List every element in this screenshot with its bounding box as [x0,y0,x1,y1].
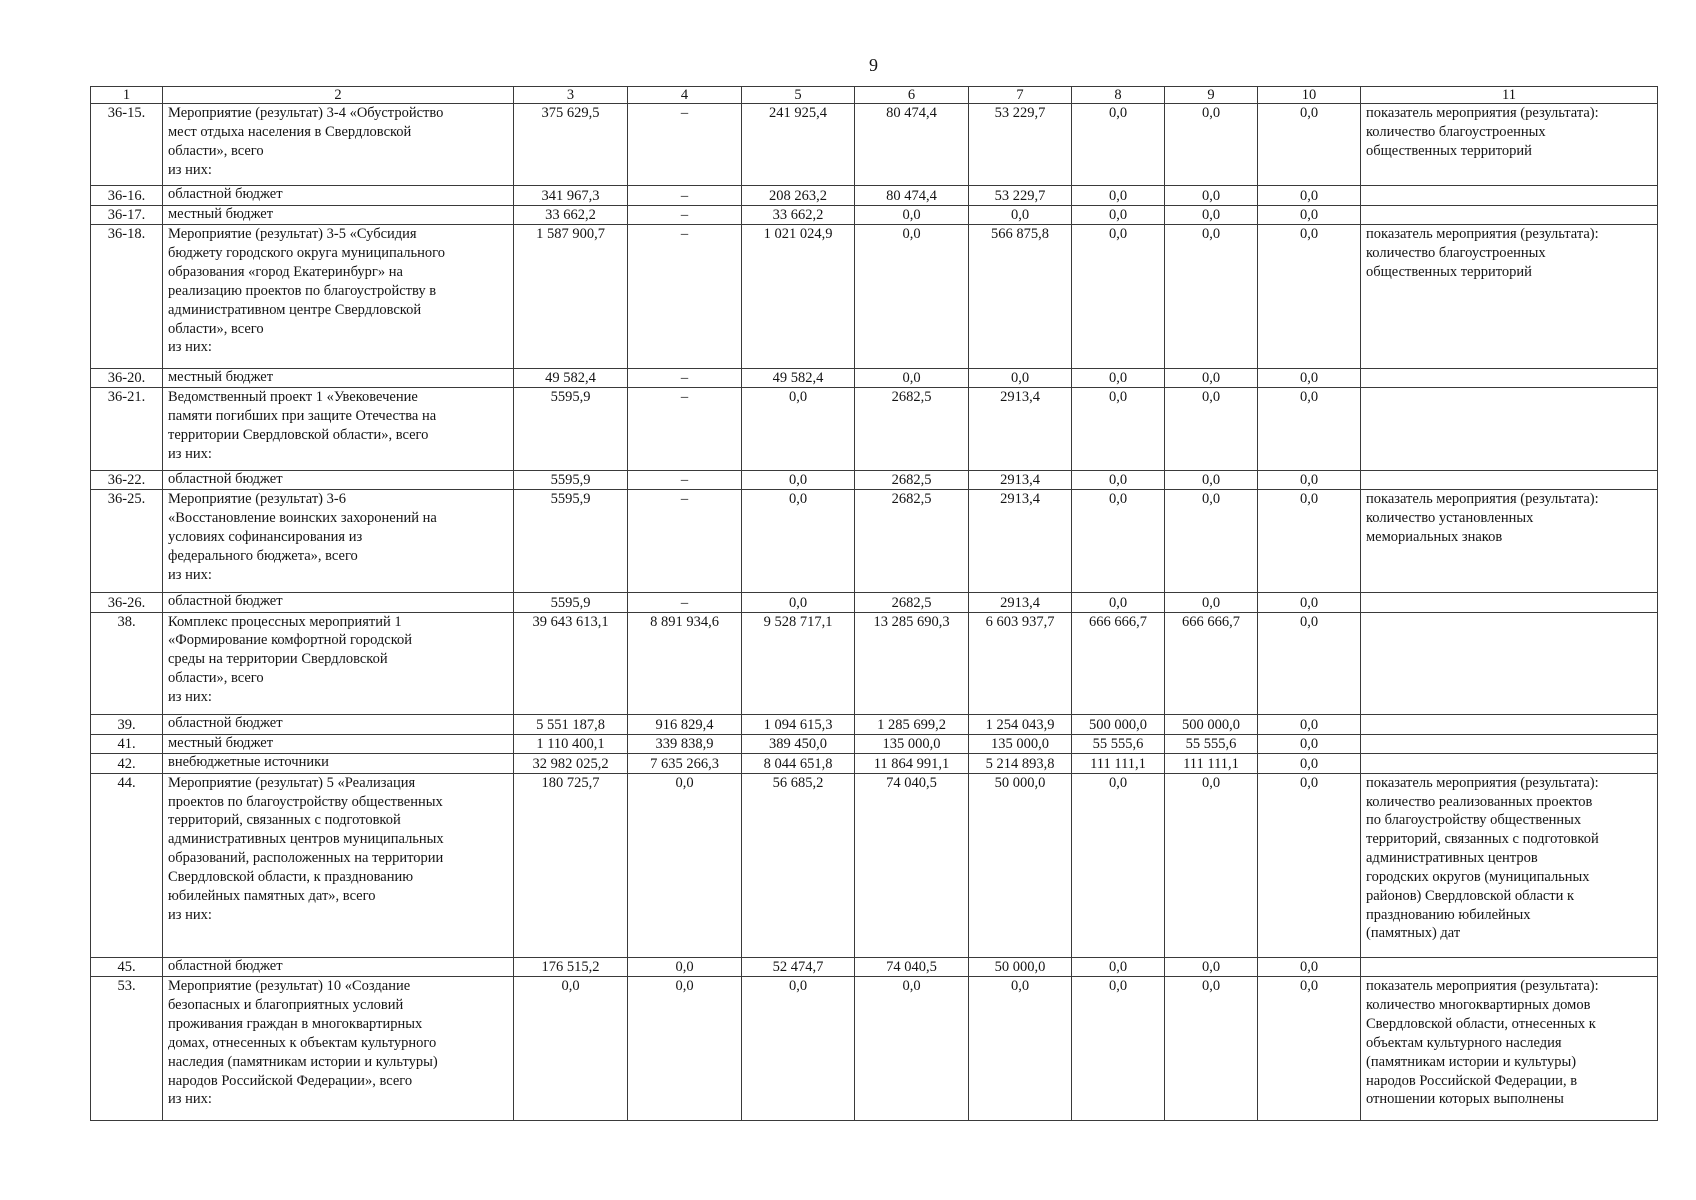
value-cell-col-10: 0,0 [1258,734,1361,753]
indicator-line: объектам культурного наследия [1366,1034,1562,1051]
value-cell-col-4: – [628,186,742,205]
indicator-cell [1361,715,1658,734]
indicator-cell [1361,754,1658,773]
row-number: 36-15. [91,104,163,186]
row-description [163,754,514,773]
column-header: 1 [91,87,163,104]
value-cell-col-9: 0,0 [1165,490,1258,593]
value-cell-col-8: 0,0 [1072,225,1165,369]
budget-table [90,86,1658,1121]
description-line: местный бюджет [168,734,274,751]
description-line: из них: [168,161,212,178]
table-row [91,104,1658,186]
value-cell-col-8: 0,0 [1072,368,1165,387]
indicator-line: территорий, связанных с подготовкой [1366,831,1599,848]
description-line: проживания граждан в многоквартирных [168,1016,423,1033]
indicator-line: показатель мероприятия (результата): [1366,491,1599,508]
value-cell-col-4: – [628,225,742,369]
value-cell-col-3: 0,0 [514,977,628,1121]
column-header: 3 [514,87,628,104]
row-number: 36-18. [91,225,163,369]
value-cell-col-3: 5595,9 [514,470,628,489]
value-cell-col-8: 0,0 [1072,470,1165,489]
value-cell-col-7: 0,0 [969,977,1072,1121]
value-cell-col-4: – [628,490,742,593]
value-cell-col-3: 1 110 400,1 [514,734,628,753]
value-cell-col-10: 0,0 [1258,490,1361,593]
row-number: 44. [91,773,163,957]
value-cell-col-3: 49 582,4 [514,368,628,387]
indicator-cell [1361,773,1658,957]
value-cell-col-6: 11 864 991,1 [855,754,969,773]
value-cell-col-6: 80 474,4 [855,186,969,205]
description-line: Свердловской области, к празднованию [168,868,414,885]
description-line: области», всего [168,670,264,687]
table-row [91,715,1658,734]
value-cell-col-9: 500 000,0 [1165,715,1258,734]
indicator-line: по благоустройству общественных [1366,812,1582,829]
value-cell-col-9: 0,0 [1165,593,1258,612]
value-cell-col-5: 33 662,2 [742,205,855,224]
value-cell-col-4: 8 891 934,6 [628,612,742,715]
value-cell-col-7: 53 229,7 [969,104,1072,186]
value-cell-col-3: 5595,9 [514,593,628,612]
value-cell-col-8: 500 000,0 [1072,715,1165,734]
value-cell-col-5: 52 474,7 [742,957,855,976]
row-description [163,612,514,715]
indicator-line: общественных территорий [1366,264,1532,281]
value-cell-col-8: 0,0 [1072,773,1165,957]
value-cell-col-4: – [628,368,742,387]
value-cell-col-4: 7 635 266,3 [628,754,742,773]
row-description [163,734,514,753]
value-cell-col-8: 0,0 [1072,104,1165,186]
value-cell-col-3: 5 551 187,8 [514,715,628,734]
row-number: 41. [91,734,163,753]
indicator-cell [1361,734,1658,753]
indicator-line: количество благоустроенных [1366,245,1546,262]
row-number: 39. [91,715,163,734]
value-cell-col-9: 0,0 [1165,225,1258,369]
value-cell-col-10: 0,0 [1258,977,1361,1121]
column-header: 8 [1072,87,1165,104]
value-cell-col-9: 0,0 [1165,977,1258,1121]
value-cell-col-9: 666 666,7 [1165,612,1258,715]
value-cell-col-7: 53 229,7 [969,186,1072,205]
row-number: 36-20. [91,368,163,387]
table-row [91,388,1658,470]
description-line: домах, отнесенных к объектам культурного [168,1034,437,1051]
value-cell-col-9: 0,0 [1165,957,1258,976]
indicator-cell [1361,612,1658,715]
indicator-line: количество реализованных проектов [1366,793,1593,810]
indicator-line: количество установленных [1366,510,1534,527]
value-cell-col-4: – [628,205,742,224]
description-line: областной бюджет [168,593,283,610]
indicator-line: мемориальных знаков [1366,528,1503,545]
row-description [163,773,514,957]
value-cell-col-10: 0,0 [1258,104,1361,186]
description-line: образования «город Екатеринбург» на [168,264,403,281]
value-cell-col-8: 55 555,6 [1072,734,1165,753]
description-line: областной бюджет [168,186,283,203]
value-cell-col-5: 241 925,4 [742,104,855,186]
row-description [163,593,514,612]
value-cell-col-5: 56 685,2 [742,773,855,957]
description-line: из них: [168,445,212,462]
row-number: 36-25. [91,490,163,593]
description-line: народов Российской Федерации», всего [168,1072,413,1089]
description-line: Ведомственный проект 1 «Увековечение [168,389,418,406]
row-description [163,225,514,369]
indicator-cell [1361,593,1658,612]
value-cell-col-6: 80 474,4 [855,104,969,186]
indicator-cell [1361,205,1658,224]
value-cell-col-9: 0,0 [1165,773,1258,957]
row-description [163,957,514,976]
description-line: из них: [168,906,212,923]
description-line: мест отдыха населения в Свердловской [168,123,412,140]
description-line: проектов по благоустройству общественных [168,793,443,810]
value-cell-col-10: 0,0 [1258,773,1361,957]
value-cell-col-9: 0,0 [1165,388,1258,470]
value-cell-col-7: 2913,4 [969,388,1072,470]
indicator-line: общественных территорий [1366,142,1532,159]
description-line: территорий, связанных с подготовкой [168,812,401,829]
indicator-cell [1361,186,1658,205]
value-cell-col-9: 0,0 [1165,368,1258,387]
description-line: Мероприятие (результат) 10 «Создание [168,978,411,995]
value-cell-col-4: – [628,104,742,186]
value-cell-col-8: 0,0 [1072,957,1165,976]
value-cell-col-5: 0,0 [742,490,855,593]
value-cell-col-7: 2913,4 [969,470,1072,489]
value-cell-col-8: 0,0 [1072,388,1165,470]
indicator-cell [1361,470,1658,489]
value-cell-col-7: 50 000,0 [969,773,1072,957]
value-cell-col-5: 208 263,2 [742,186,855,205]
indicator-cell [1361,368,1658,387]
description-line: областной бюджет [168,957,283,974]
value-cell-col-5: 1 021 024,9 [742,225,855,369]
indicator-line: административных центров [1366,850,1538,867]
value-cell-col-5: 0,0 [742,977,855,1121]
column-header: 2 [163,87,514,104]
description-line: памяти погибших при защите Отечества на [168,408,437,425]
description-line: федерального бюджета», всего [168,547,358,564]
row-description [163,715,514,734]
value-cell-col-6: 74 040,5 [855,773,969,957]
value-cell-col-10: 0,0 [1258,612,1361,715]
indicator-line: показатель мероприятия (результата): [1366,978,1599,995]
indicator-line: городских округов (муниципальных [1366,868,1590,885]
row-number: 36-16. [91,186,163,205]
table-row [91,957,1658,976]
value-cell-col-10: 0,0 [1258,957,1361,976]
indicator-cell [1361,388,1658,470]
table-row [91,593,1658,612]
indicator-cell [1361,104,1658,186]
column-header: 5 [742,87,855,104]
table-body [91,104,1658,1121]
value-cell-col-6: 135 000,0 [855,734,969,753]
description-line: областной бюджет [168,715,283,732]
column-header: 6 [855,87,969,104]
value-cell-col-8: 0,0 [1072,205,1165,224]
value-cell-col-5: 0,0 [742,470,855,489]
row-number: 53. [91,977,163,1121]
value-cell-col-5: 1 094 615,3 [742,715,855,734]
row-description [163,977,514,1121]
indicator-line: количество благоустроенных [1366,123,1546,140]
value-cell-col-7: 1 254 043,9 [969,715,1072,734]
description-line: местный бюджет [168,368,274,385]
description-line: безопасных и благоприятных условий [168,997,404,1014]
description-line: условиях софинансирования из [168,528,363,545]
value-cell-col-10: 0,0 [1258,186,1361,205]
table-row [91,368,1658,387]
value-cell-col-9: 0,0 [1165,205,1258,224]
description-line: из них: [168,688,212,705]
value-cell-col-5: 0,0 [742,593,855,612]
value-cell-col-10: 0,0 [1258,368,1361,387]
value-cell-col-5: 9 528 717,1 [742,612,855,715]
row-description [163,470,514,489]
column-header: 10 [1258,87,1361,104]
value-cell-col-10: 0,0 [1258,470,1361,489]
value-cell-col-8: 0,0 [1072,490,1165,593]
value-cell-col-4: – [628,470,742,489]
description-line: образований, расположенных на территории [168,850,444,867]
indicator-line: показатель мероприятия (результата): [1366,774,1599,791]
value-cell-col-3: 180 725,7 [514,773,628,957]
row-description [163,186,514,205]
description-line: «Формирование комфортной городской [168,632,413,649]
value-cell-col-6: 0,0 [855,205,969,224]
value-cell-col-8: 0,0 [1072,186,1165,205]
value-cell-col-7: 135 000,0 [969,734,1072,753]
value-cell-col-6: 13 285 690,3 [855,612,969,715]
value-cell-col-7: 6 603 937,7 [969,612,1072,715]
row-number: 36-21. [91,388,163,470]
table-row [91,490,1658,593]
indicator-line: показатель мероприятия (результата): [1366,105,1599,121]
value-cell-col-9: 0,0 [1165,104,1258,186]
table-row [91,470,1658,489]
value-cell-col-3: 33 662,2 [514,205,628,224]
value-cell-col-7: 566 875,8 [969,225,1072,369]
value-cell-col-9: 55 555,6 [1165,734,1258,753]
value-cell-col-8: 0,0 [1072,593,1165,612]
description-line: реализацию проектов по благоустройству в [168,282,437,299]
indicator-line: празднованию юбилейных [1366,906,1531,923]
value-cell-col-4: – [628,593,742,612]
indicator-line: показатель мероприятия (результата): [1366,226,1599,243]
value-cell-col-3: 5595,9 [514,490,628,593]
table-row [91,225,1658,369]
row-number: 45. [91,957,163,976]
description-line: Комплекс процессных мероприятий 1 [168,613,402,630]
row-description [163,104,514,186]
description-line: из них: [168,1091,212,1108]
value-cell-col-6: 74 040,5 [855,957,969,976]
indicator-line: районов) Свердловской области к [1366,887,1575,904]
column-header: 11 [1361,87,1658,104]
value-cell-col-6: 0,0 [855,225,969,369]
value-cell-col-6: 2682,5 [855,470,969,489]
value-cell-col-9: 0,0 [1165,186,1258,205]
description-line: среды на территории Свердловской [168,651,388,668]
value-cell-col-3: 176 515,2 [514,957,628,976]
description-line: территории Свердловской области», всего [168,427,429,444]
column-header: 4 [628,87,742,104]
value-cell-col-6: 0,0 [855,368,969,387]
row-number: 42. [91,754,163,773]
description-line: области», всего [168,320,264,337]
value-cell-col-8: 666 666,7 [1072,612,1165,715]
value-cell-col-5: 389 450,0 [742,734,855,753]
table-row [91,734,1658,753]
value-cell-col-5: 0,0 [742,388,855,470]
table-row [91,773,1658,957]
indicator-line: Свердловской области, отнесенных к [1366,1016,1596,1033]
indicator-line: народов Российской Федерации, в [1366,1072,1578,1089]
value-cell-col-10: 0,0 [1258,715,1361,734]
value-cell-col-10: 0,0 [1258,205,1361,224]
row-number: 38. [91,612,163,715]
value-cell-col-3: 5595,9 [514,388,628,470]
table-row [91,186,1658,205]
row-description [163,388,514,470]
value-cell-col-3: 375 629,5 [514,104,628,186]
value-cell-col-4: 339 838,9 [628,734,742,753]
value-cell-col-5: 8 044 651,8 [742,754,855,773]
row-number: 36-26. [91,593,163,612]
value-cell-col-9: 0,0 [1165,470,1258,489]
description-line: областной бюджет [168,470,283,487]
row-description [163,205,514,224]
value-cell-col-10: 0,0 [1258,388,1361,470]
column-header: 7 [969,87,1072,104]
row-description [163,368,514,387]
value-cell-col-6: 1 285 699,2 [855,715,969,734]
value-cell-col-7: 5 214 893,8 [969,754,1072,773]
indicator-cell [1361,977,1658,1121]
value-cell-col-8: 111 111,1 [1072,754,1165,773]
description-line: области», всего [168,142,264,159]
description-line: из них: [168,339,212,356]
value-cell-col-4: 0,0 [628,957,742,976]
value-cell-col-7: 0,0 [969,368,1072,387]
description-line: административных центров муниципальных [168,831,444,848]
description-line: Мероприятие (результат) 3-4 «Обустройство [168,105,444,121]
description-line: внебюджетные источники [168,754,329,771]
description-line: административном центре Свердловской [168,301,422,318]
value-cell-col-6: 0,0 [855,977,969,1121]
value-cell-col-7: 2913,4 [969,593,1072,612]
header-row [91,87,1658,104]
description-line: Мероприятие (результат) 5 «Реализация [168,774,416,791]
row-number: 36-22. [91,470,163,489]
value-cell-col-7: 0,0 [969,205,1072,224]
indicator-cell [1361,225,1658,369]
description-line: местный бюджет [168,205,274,222]
column-header: 9 [1165,87,1258,104]
description-line: бюджету городского округа муниципального [168,245,445,262]
row-description [163,490,514,593]
value-cell-col-6: 2682,5 [855,388,969,470]
indicator-line: количество многоквартирных домов [1366,997,1591,1014]
value-cell-col-4: – [628,388,742,470]
value-cell-col-4: 0,0 [628,773,742,957]
row-number: 36-17. [91,205,163,224]
value-cell-col-3: 32 982 025,2 [514,754,628,773]
value-cell-col-3: 341 967,3 [514,186,628,205]
indicator-cell [1361,957,1658,976]
table-row [91,612,1658,715]
value-cell-col-10: 0,0 [1258,754,1361,773]
value-cell-col-3: 1 587 900,7 [514,225,628,369]
description-line: из них: [168,566,212,583]
value-cell-col-5: 49 582,4 [742,368,855,387]
value-cell-col-6: 2682,5 [855,593,969,612]
value-cell-col-6: 2682,5 [855,490,969,593]
value-cell-col-4: 916 829,4 [628,715,742,734]
indicator-line: (памятных) дат [1366,925,1461,942]
indicator-cell [1361,490,1658,593]
indicator-line: отношении которых выполнены [1366,1091,1564,1108]
value-cell-col-4: 0,0 [628,977,742,1121]
value-cell-col-8: 0,0 [1072,977,1165,1121]
indicator-line: (памятникам истории и культуры) [1366,1053,1577,1070]
description-line: наследия (памятникам истории и культуры) [168,1053,438,1070]
description-line: Мероприятие (результат) 3-5 «Субсидия [168,226,417,243]
description-line: «Восстановление воинских захоронений на [168,510,437,527]
description-line: юбилейных памятных дат», всего [168,887,376,904]
table-row [91,754,1658,773]
table-row [91,977,1658,1121]
value-cell-col-7: 2913,4 [969,490,1072,593]
value-cell-col-10: 0,0 [1258,225,1361,369]
value-cell-col-9: 111 111,1 [1165,754,1258,773]
page-number: 9 [869,55,878,75]
table-row [91,205,1658,224]
value-cell-col-10: 0,0 [1258,593,1361,612]
value-cell-col-7: 50 000,0 [969,957,1072,976]
description-line: Мероприятие (результат) 3-6 [168,491,346,508]
value-cell-col-3: 39 643 613,1 [514,612,628,715]
